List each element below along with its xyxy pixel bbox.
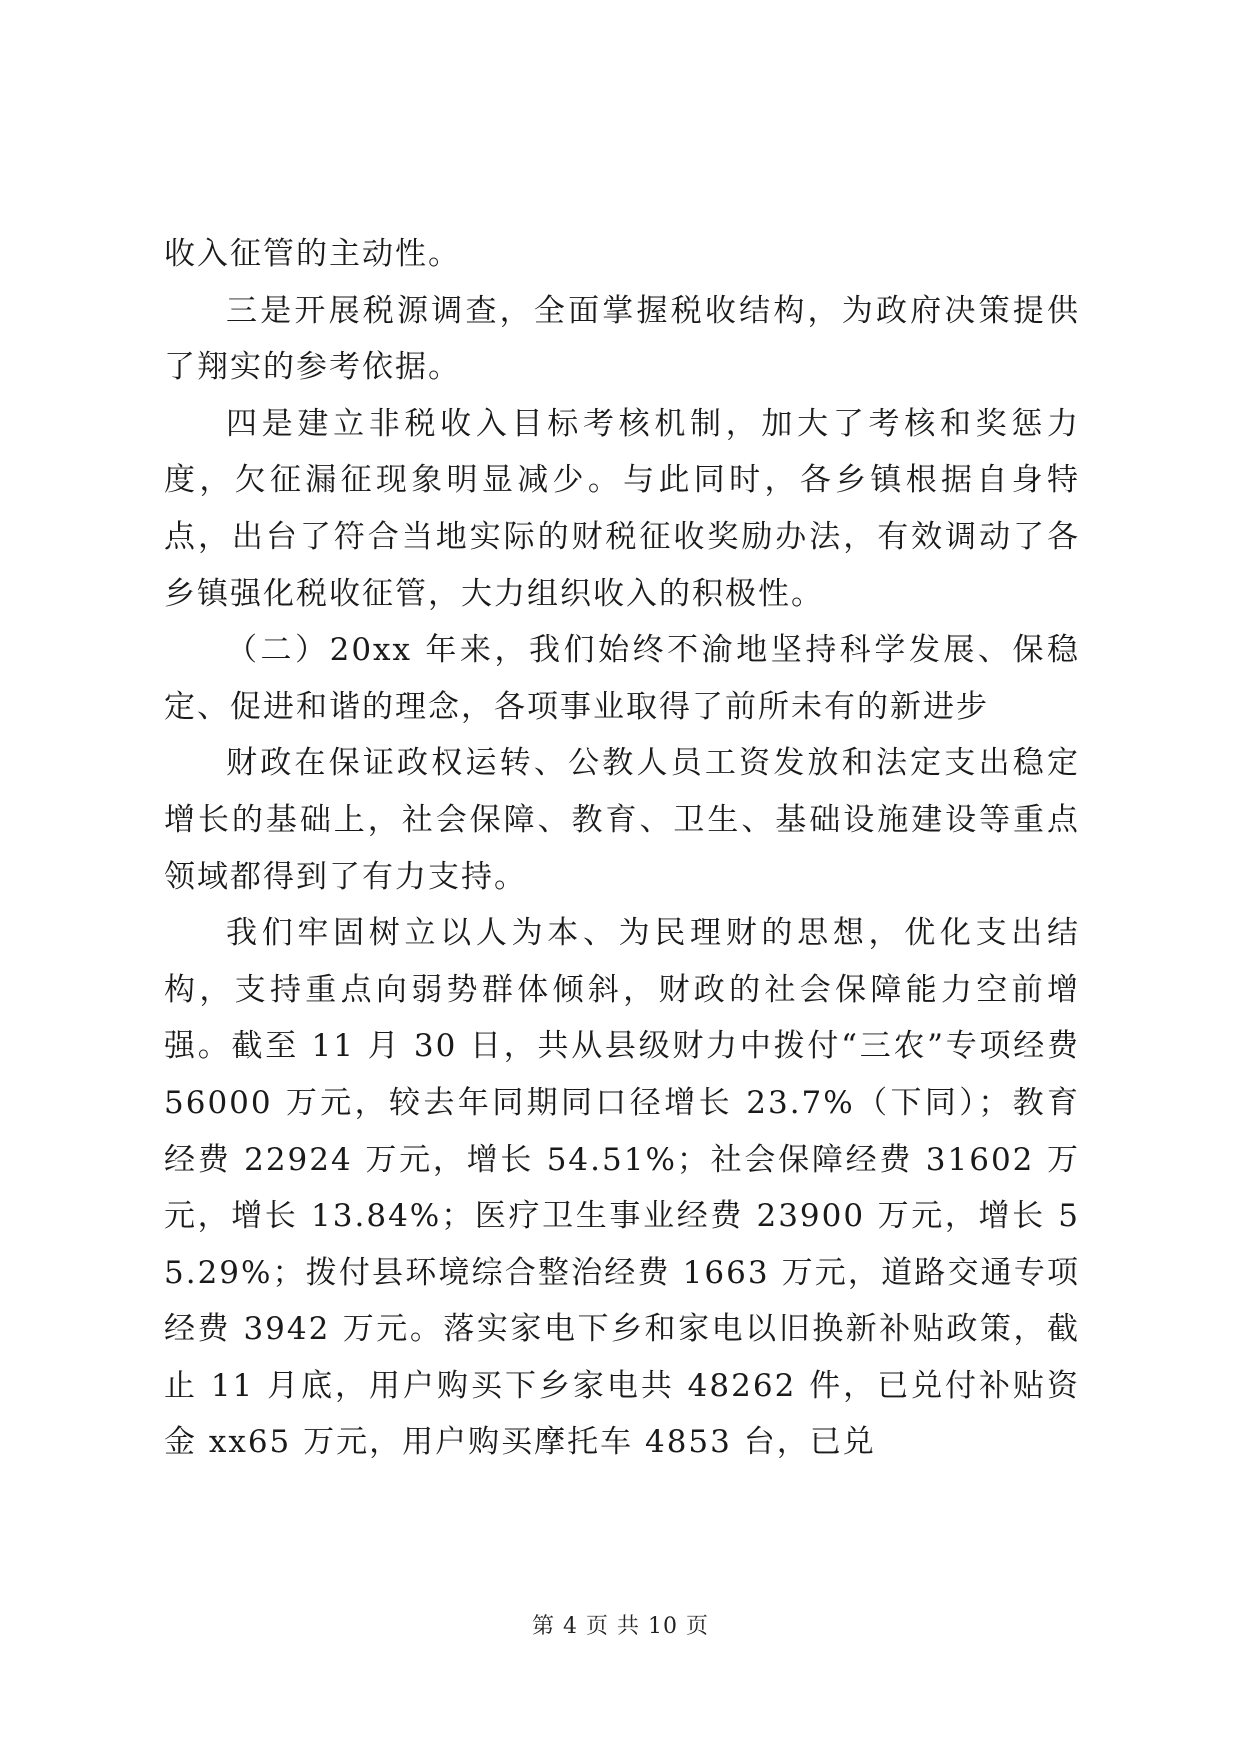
paragraph-continuation: 收入征管的主动性。: [164, 236, 461, 272]
paragraph-social-security: 我们牢固树立以人为本、为民理财的思想，优化支出结构，支持重点向弱势群体倾斜，财政的社会保障能力空前增强。截至 11 月 30 日，共从县级财力中拨付“三农”专项经费 56000 万元，较去年同期同口径增长 23.7%（下同）；教育经费 22924 万元，增长 54.51%；社会保障经费 31602 万元，增长 13.84%；医疗卫生事业经费 23900 万元，增长 55.29%；拨付县环境综合整治经费 1663 万元，道路交通专项经费 3942 万元。落实家电下乡和家电以旧换新补贴政策，截止 11 月底，用户购买下乡家电共 48262 件，已兑付补贴资金 xx65 万元，用户购买摩托车 4853 台，已兑: [164, 915, 1080, 1461]
paragraph-nontax-assessment: 四是建立非税收入目标考核机制，加大了考核和奖惩力度，欠征漏征现象明显减少。与此同时，各乡镇根据自身特点，出台了符合当地实际的财税征收奖励办法，有效调动了各乡镇强化税收征管，大力组织收入的积极性。: [164, 405, 1080, 612]
paragraph-tax-survey: 三是开展税源调查，全面掌握税收结构，为政府决策提供了翔实的参考依据。: [164, 292, 1080, 386]
section-heading-2: （二）20xx 年来，我们始终不渝地坚持科学发展、保稳定、促进和谐的理念，各项事业取得了前所未有的新进步: [164, 632, 1080, 725]
paragraph-finance-support: 财政在保证政权运转、公教人员工资发放和法定支出稳定增长的基础上，社会保障、教育、卫生、基础设施建设等重点领域都得到了有力支持。: [164, 745, 1080, 895]
page-number-footer: 第 4 页 共 10 页: [532, 1614, 709, 1639]
document-body: [164, 226, 1080, 1471]
